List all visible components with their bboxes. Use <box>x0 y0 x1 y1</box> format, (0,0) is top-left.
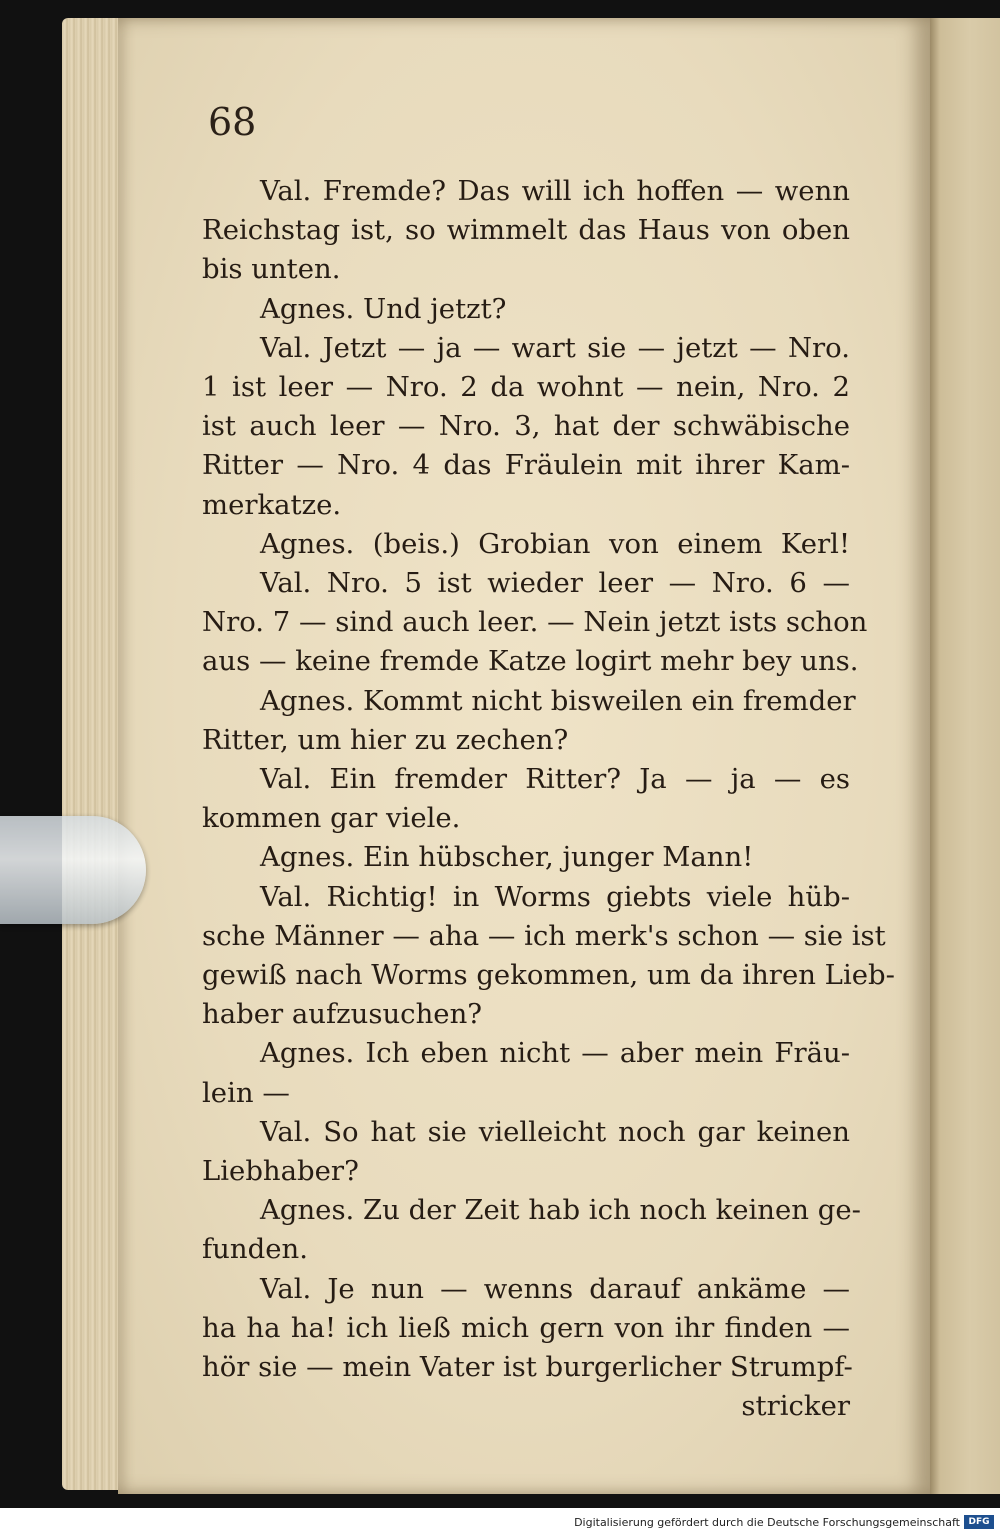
page-text <box>202 172 895 1427</box>
text-line: Val. Ein fremder Ritter? Ja — ja — es <box>260 763 850 796</box>
text-line: hör sie — mein Vater ist burgerlicher Strumpf- <box>202 1351 853 1384</box>
text-line: Val. Richtig! in Worms giebts viele hüb- <box>260 880 850 913</box>
text-line: bis unten. <box>202 253 341 286</box>
text-line: Agnes. Ich eben nicht — aber mein Fräu- <box>260 1037 850 1070</box>
text-line: ist auch leer — Nro. 3, hat der schwäbische <box>202 410 850 443</box>
facing-page-edge <box>930 18 1000 1494</box>
text-line: Val. Jetzt — ja — wart sie — jetzt — Nro. <box>260 331 850 364</box>
text-line: Ritter — Nro. 4 das Fräulein mit ihrer Kam- <box>202 449 850 482</box>
text-line: haber aufzusuchen? <box>202 998 483 1031</box>
text-line: lein — <box>202 1076 290 1109</box>
text-line: Reichstag ist, so wimmelt das Haus von oben <box>202 214 850 247</box>
text-line: gewiß nach Worms gekommen, um da ihren Lieb- <box>202 959 895 992</box>
text-line: Val. Nro. 5 ist wieder leer — Nro. 6 — <box>260 567 850 600</box>
text-line: Val. Fremde? Das will ich hoffen — wenn <box>260 175 850 207</box>
text-line: Agnes. (beis.) Grobian von einem Kerl! <box>260 527 850 560</box>
catchword: stricker <box>741 1390 850 1423</box>
text-line: Agnes. Ein hübscher, junger Mann! <box>260 841 754 874</box>
text-line: funden. <box>202 1233 308 1266</box>
text-line: sche Männer — aha — ich merk's schon — sie ist <box>202 919 886 952</box>
page-stack-edge <box>62 18 122 1490</box>
dfg-logo: DFG <box>964 1515 994 1529</box>
text-line: Nro. 7 — sind auch leer. — Nein jetzt ists schon <box>202 606 868 639</box>
text-line: Agnes. Zu der Zeit hab ich noch keinen ge- <box>260 1194 861 1227</box>
text-line: Val. So hat sie vielleicht noch gar keinen <box>260 1115 850 1148</box>
text-line: Agnes. Kommt nicht bisweilen ein fremder <box>260 684 856 717</box>
footer <box>0 1508 1000 1538</box>
text-line: Agnes. Und jetzt? <box>260 292 507 325</box>
book-clip <box>0 816 146 924</box>
text-line: Ritter, um hier zu zechen? <box>202 723 569 756</box>
text-line: aus — keine fremde Katze logirt mehr bey uns. <box>202 645 859 678</box>
text-line: 1 ist leer — Nro. 2 da wohnt — nein, Nro. 2 <box>202 371 850 404</box>
text-line: merkatze. <box>202 488 342 521</box>
text-line: Val. Je nun — wenns darauf ankäme — <box>260 1272 850 1305</box>
funding-credit: Digitalisierung gefördert durch die Deutsche Forschungsgemeinschaft <box>574 1516 960 1529</box>
text-line: ha ha ha! ich ließ mich gern von ihr finden — <box>202 1311 850 1344</box>
text-line: kommen gar viele. <box>202 802 461 835</box>
text-line: Liebhaber? <box>202 1155 359 1188</box>
page-number: 68 <box>208 100 257 144</box>
